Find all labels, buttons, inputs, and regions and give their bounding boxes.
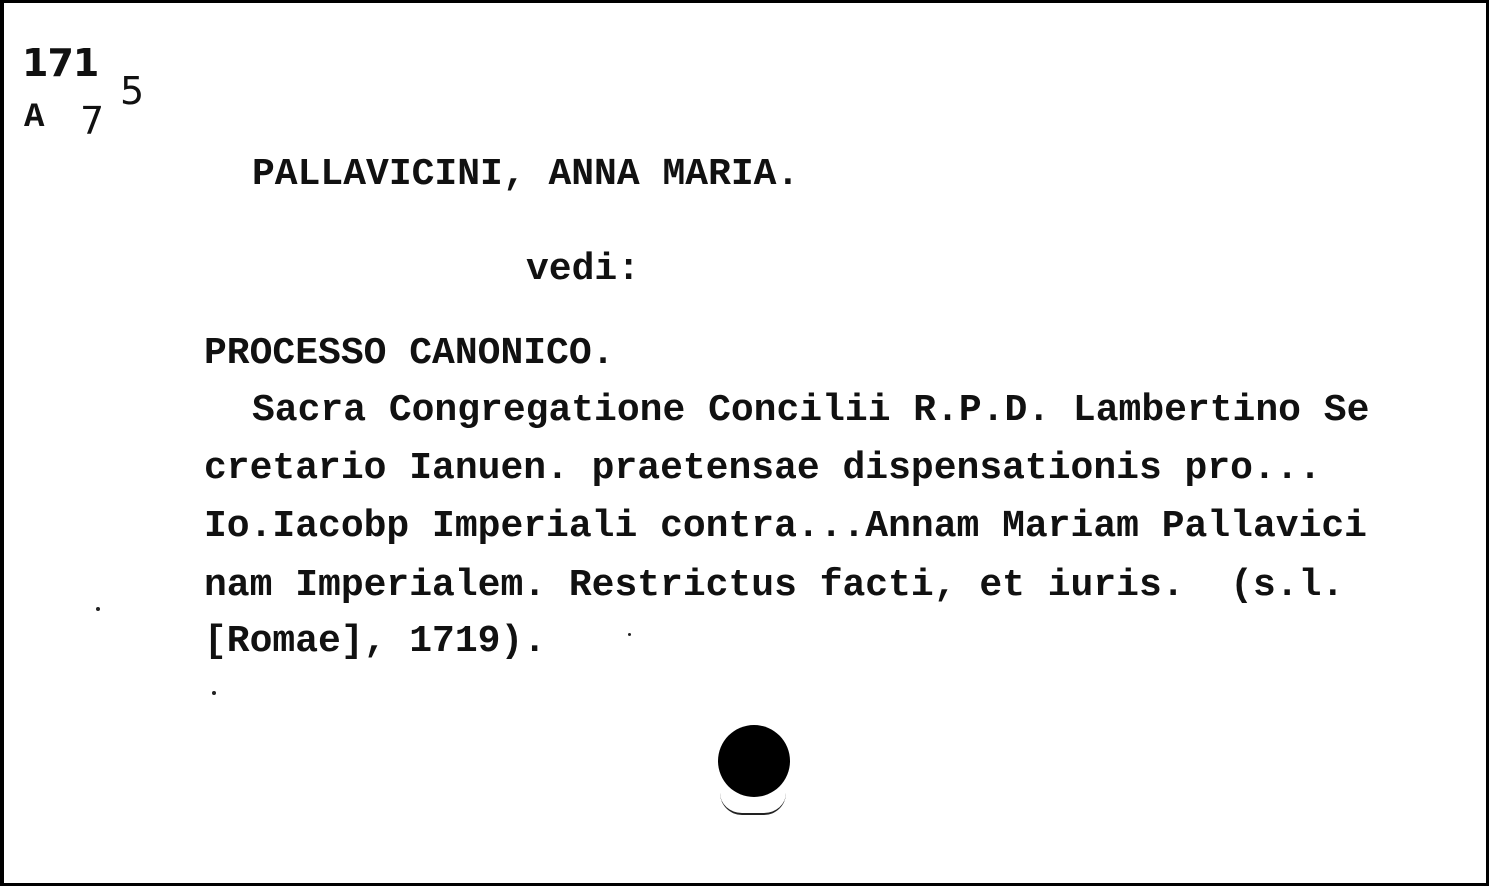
ink-speck — [96, 607, 100, 611]
punch-hole-tear — [720, 793, 786, 815]
punch-hole — [718, 725, 790, 797]
body-line: nam Imperialem. Restrictus facti, et iuris. (s.l. — [204, 564, 1345, 607]
call-number-line1: 171 — [22, 41, 99, 85]
see-reference-label: vedi: — [526, 248, 641, 291]
ink-speck — [628, 633, 631, 636]
entry-title: PROCESSO CANONICO. — [204, 332, 615, 375]
call-number-number: 7 — [80, 99, 105, 143]
body-line: Sacra Congregatione Concilii R.P.D. Lambertino Se — [252, 389, 1370, 432]
body-line: [Romae], 1719). — [204, 620, 547, 663]
body-line: Io.Iacobp Imperiali contra...Annam Mariam Pallavici — [204, 505, 1367, 548]
body-line: cretario Ianuen. praetensae dispensationis pro... — [204, 447, 1322, 490]
call-number-superscript: 5 — [120, 69, 145, 113]
card-heading: PALLAVICINI, ANNA MARIA. — [252, 153, 800, 196]
call-number-prefix: A — [24, 99, 45, 137]
ink-speck — [212, 691, 216, 695]
